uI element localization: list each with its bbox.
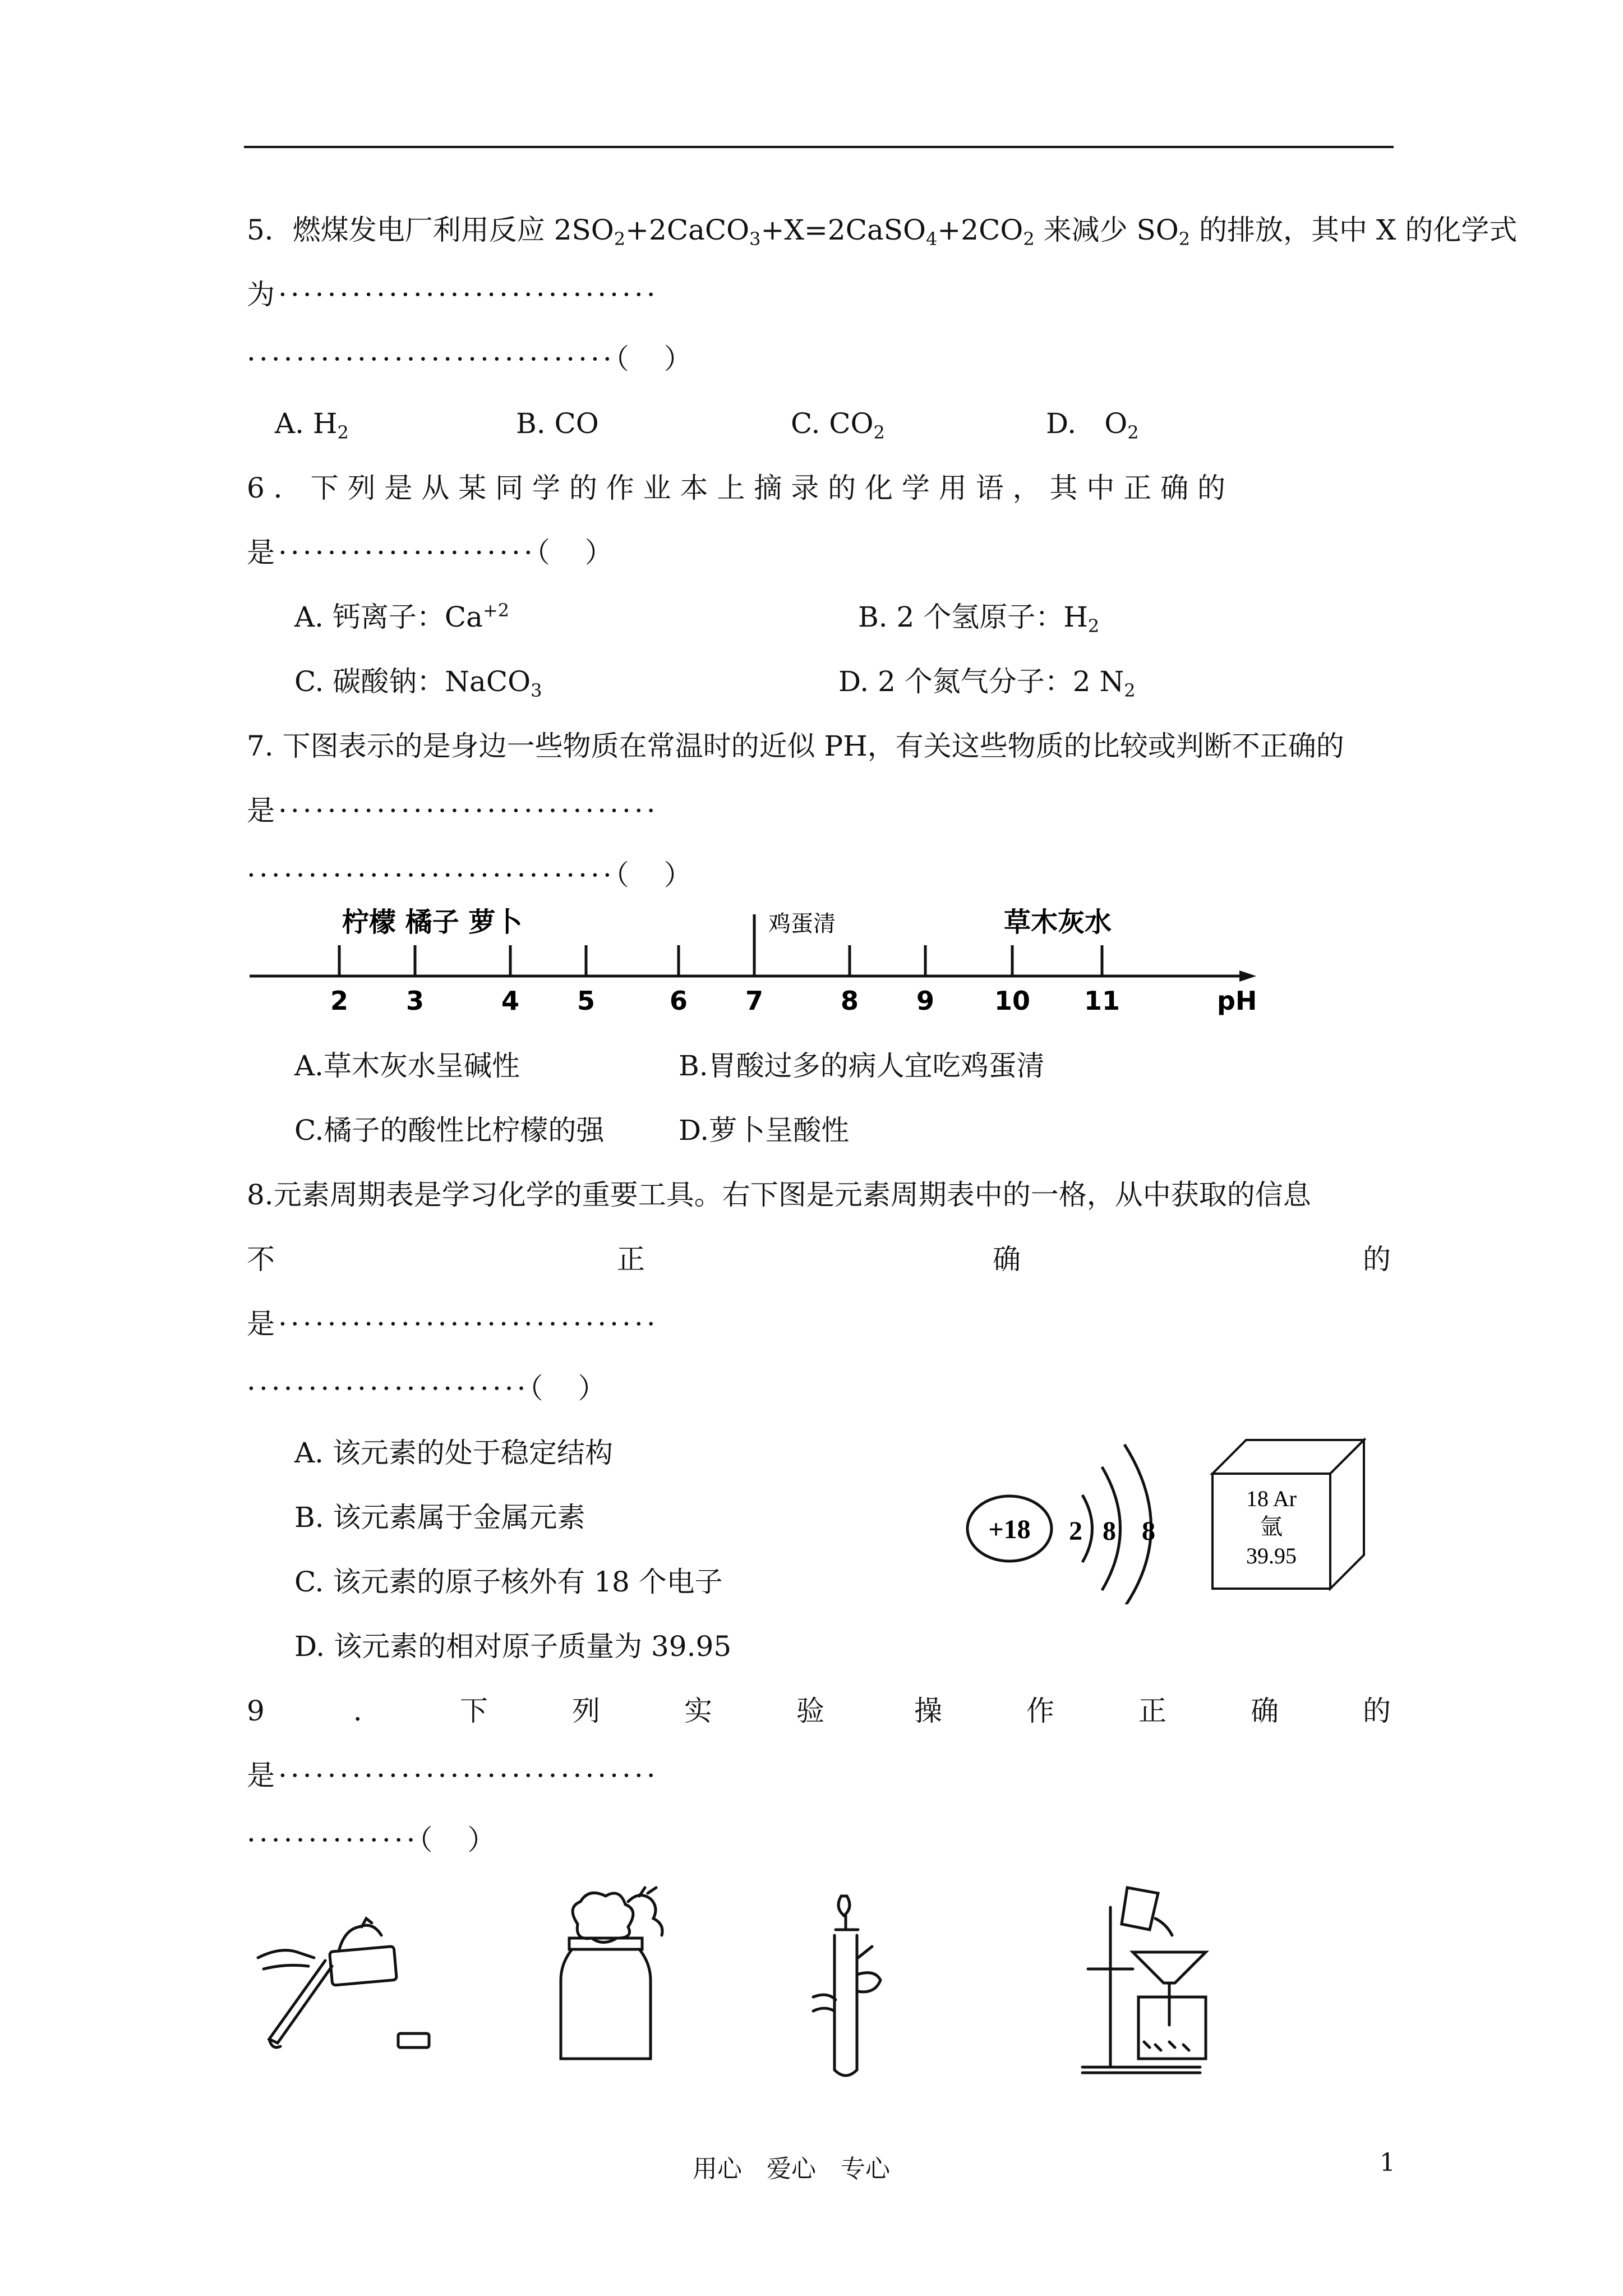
q9-line2: 是······························· (247, 1759, 659, 1792)
q9-w3: 列 (572, 1695, 600, 1727)
ph-axis-label: pH (1217, 986, 1257, 1016)
cell-atomic-mass: 39.95 (1246, 1543, 1297, 1568)
q7-line1: 7. 下图表示的是身边一些物质在常温时的近似 PH，有关这些物质的比较或判断不正确的 (247, 730, 1344, 762)
ph-label-ash-water: 草木灰水 (1004, 907, 1112, 938)
footer-motto: 用心 爱心 专心 (693, 2155, 890, 2183)
q9-w4: 实 (684, 1695, 712, 1727)
q9-w6: 操 (914, 1695, 942, 1727)
ph-tick-label-3: 3 (405, 986, 425, 1016)
periodic-table-cell (1206, 1433, 1368, 1596)
ph-tick-label-8: 8 (840, 986, 859, 1016)
shell-arc-1 (1082, 1495, 1092, 1562)
ph-tick-label-6: 6 (669, 986, 688, 1016)
q7-option-c: C.橘子的酸性比柠檬的强 (294, 1114, 605, 1147)
q8-line1: 8.元素周期表是学习化学的重要工具。右下图是元素周期表中的一格，从中获取的信息 (247, 1179, 1311, 1211)
cell-element-name: 氩 (1260, 1514, 1283, 1539)
q5-option-d: D. $O_2$ (1046, 407, 1139, 443)
q7-option-a: A.草木灰水呈碱性 (294, 1050, 520, 1082)
q5-line3: ······························（ ） (247, 343, 695, 375)
ph-tick-label-7: 7 (745, 986, 764, 1016)
q9-w2: 下 (460, 1695, 488, 1727)
q9-w1: ． (353, 1695, 381, 1727)
q6-line2: 是·····················（ ） (247, 536, 616, 569)
ph-tick-label-11: 11 (1083, 986, 1121, 1016)
q8-line2-w2: 确 (993, 1243, 1021, 1276)
q8-line3: 是······························· (247, 1308, 659, 1340)
q9-w9: 确 (1251, 1695, 1279, 1727)
q6-line1: 6 ． 下 列 是 从 某 同 学 的 作 业 本 上 摘 录 的 化 学 用 语 ， 其 中 正 确 的 (247, 472, 1226, 504)
ph-scale-figure (247, 898, 1273, 1027)
q7-line3: ······························（ ） (247, 859, 695, 891)
q8-line2-w0: 不 (247, 1243, 275, 1276)
q6-option-c: C. 碳酸钠：NaCO$_3$ (294, 665, 542, 701)
q8-option-b: B. 该元素属于金属元素 (294, 1501, 585, 1534)
ph-label-egg-white: 鸡蛋清 (768, 911, 836, 936)
q6-option-d: D. 2 个氮气分子：2 $N_2$ (838, 665, 1136, 701)
cell-number-symbol: 18 Ar (1246, 1486, 1297, 1511)
shell-electrons-2: 8 (1103, 1516, 1116, 1546)
ph-tick-label-10: 10 (994, 986, 1031, 1016)
q8-line2-w3: 的 (1363, 1243, 1391, 1276)
shell-electrons-3: 8 (1142, 1516, 1155, 1546)
lab-figure-filtration (1077, 1885, 1245, 2076)
ph-axis-arrow (1239, 970, 1256, 982)
shell-electrons-1: 2 (1069, 1516, 1082, 1546)
q7-option-d: D.萝卜呈酸性 (679, 1114, 850, 1147)
ph-label-lemon-orange-radish: 柠檬 橘子 萝卜 (342, 907, 523, 938)
q8-line4: ·······················（ ） (247, 1372, 610, 1405)
q9-w7: 作 (1026, 1695, 1054, 1727)
q9-w10: 的 (1363, 1695, 1391, 1727)
argon-atom-structure (953, 1436, 1206, 1604)
lab-figure-pouring-reagent (247, 1896, 449, 2064)
q9-w8: 正 (1138, 1695, 1166, 1727)
nucleus-charge: +18 (988, 1515, 1031, 1544)
q9-w0: 9 (247, 1695, 265, 1727)
header-rule (244, 146, 1394, 148)
q5-option-c: C. $CO_2$ (791, 407, 885, 443)
q8-option-d: D. 该元素的相对原子质量为 39.95 (294, 1630, 732, 1663)
q5-option-b: B. CO (516, 407, 599, 440)
q9-w5: 验 (796, 1695, 824, 1727)
q6-option-b: B. 2 个氢原子：$H_2$ (858, 601, 1100, 637)
q5-line2: 为······························· (247, 278, 659, 311)
lab-figure-heating-tube (802, 1890, 897, 2081)
page-number: 1 (1380, 2148, 1395, 2177)
ph-tick-label-5: 5 (577, 986, 596, 1016)
ph-tick-label-2: 2 (330, 986, 349, 1016)
q8-option-a: A. 该元素的处于稳定结构 (294, 1437, 613, 1469)
q7-option-b: B.胃酸过多的病人宜吃鸡蛋清 (679, 1050, 1045, 1082)
lab-figure-smelling-gas (555, 1885, 684, 2070)
q6-option-a: A. 钙离子：$Ca^{+2}$ (294, 600, 510, 633)
q9-line3: ··············（ ） (247, 1824, 499, 1856)
q8-option-c: C. 该元素的原子核外有 18 个电子 (294, 1566, 723, 1598)
ph-tick-label-9: 9 (916, 986, 935, 1016)
q5-line1: 5．燃煤发电厂利用反应 $2SO_2+2CaCO_3+X=2CaSO_4+2CO_2$ 来减少 $SO_2$ 的排放，其中 X 的化学式 (247, 214, 1518, 250)
q7-line2: 是······························· (247, 794, 659, 827)
q8-line2-w1: 正 (617, 1243, 645, 1276)
q5-option-a: A. $H_2$ (275, 407, 349, 443)
ph-tick-label-4: 4 (501, 986, 520, 1016)
